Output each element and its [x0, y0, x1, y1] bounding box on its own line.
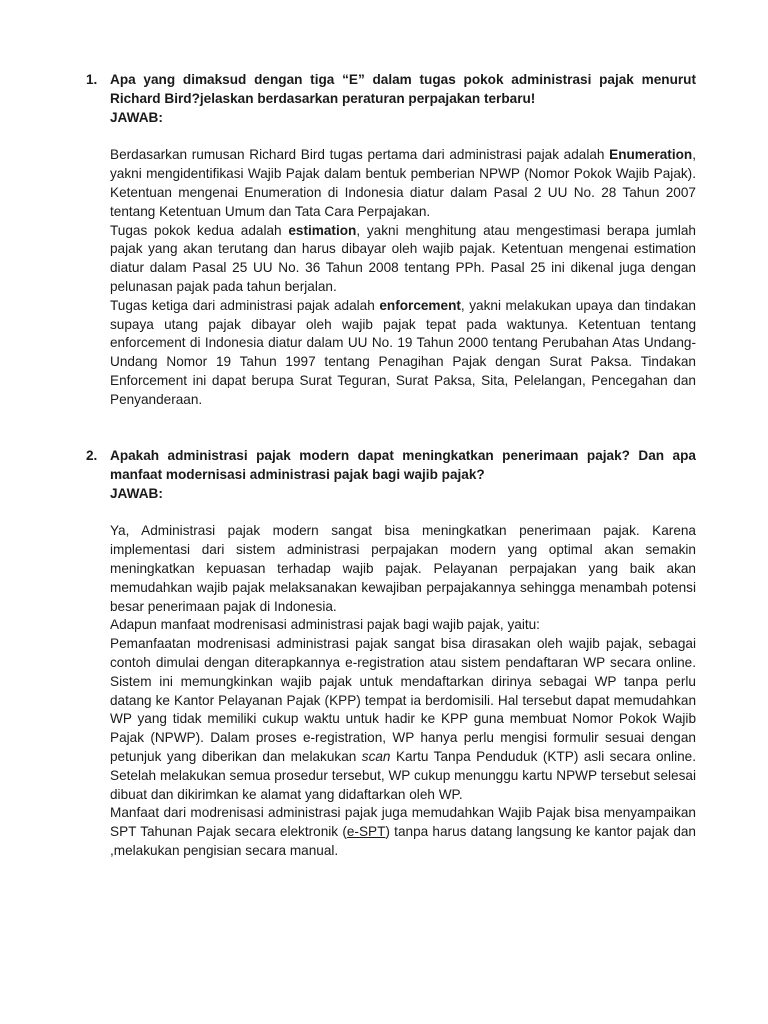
question-2-number: 2. — [86, 448, 98, 463]
question-1-answer-label: JAWAB: — [110, 109, 163, 125]
text-run: Kartu Tanpa Penduduk (KTP) asli secara online. Setelah melakukan semua prosedur tersebut, WP cukup menunggu kartu NPWP tersebut selesai dibuat dan dikirimkan ke alamat yang didaftarkan oleh WP. — [110, 748, 696, 802]
text-run: , yakni melakukan upaya dan tindakan supaya utang pajak dibayar oleh wajib pajak tepat pada waktunya. Ketentuan tentang enforcement di Indonesia diatur dalam UU No. 19 Tahun 2000 tentang Perubahan Atas Undang-Undang Nomor 19 Tahun 1997 tentang Penagihan Pajak dengan Surat Paksa. Tindakan Enforcement ini dapat berupa Surat Teguran, Surat Paksa, Sita, Pelelangan, Pencegahan dan Penyanderaan. — [110, 297, 696, 407]
question-2-answer-label: JAWAB: — [110, 485, 163, 501]
text-run: Manfaat dari modrenisasi administrasi pajak juga memudahkan Wajib Pajak bisa menyampaikan SPT Tahunan Pajak secara elektronik ( — [110, 805, 696, 840]
italic-term-scan: scan — [361, 748, 391, 764]
answer-2 — [110, 522, 696, 860]
text-run: Pemanfaatan modrenisasi administrasi pajak sangat bisa dirasakan oleh wajib pajak, sebagai contoh dimulai dengan diterapkannya e-registration atau sistem pendaftaran WP secara online. Sistem ini memungkinkan wajib pajak untuk mendaftarkan dirinya sebagai WP tanpa perlu datang ke Kantor Pelayanan Pajak (KPP) tempat ia berdomisili. Hal tersebut dapat memudahkan WP yang tidak memiliki cukup waktu untuk hadir ke KPP guna membuat Nomor Pokok Wajib Pajak (NPWP). Dalam proses e-registration, WP hanya perlu mengisi formulir sesuai dengan petunjuk yang diberikan dan melakukan — [110, 636, 696, 764]
answer-2-paragraph-1: Ya, Administrasi pajak modern sangat bisa meningkatkan penerimaan pajak. Karena implementasi dari sistem administrasi perpajakan modern yang optimal akan semakin meningkatkan kepuasan terhadap wajib pajak. Pelayanan perpajakan yang baik akan memudahkan wajib pajak melaksanakan kewajiban perpajakannya sehingga menambah potensi besar penerimaan pajak di Indonesia. — [110, 523, 696, 614]
question-1-text: Apa yang dimaksud dengan tiga “E” dalam tugas pokok administrasi pajak menurut Richard Bird?jelaskan berdasarkan peraturan perpajakan terbaru! — [110, 72, 696, 106]
text-run: Berdasarkan rumusan Richard Bird tugas pertama dari administrasi pajak adalah — [110, 147, 610, 163]
bold-term-estimation: estimation — [288, 222, 357, 238]
text-run: Tugas ketiga dari administrasi pajak adalah — [110, 297, 380, 313]
answer-2-paragraph-2: Adapun manfaat modrenisasi administrasi pajak bagi wajib pajak, yaitu: — [110, 617, 540, 633]
e-spt-link[interactable]: e-SPT — [346, 824, 386, 840]
answer-1 — [110, 146, 696, 409]
question-1 — [88, 71, 696, 410]
text-run: , yakni menghitung atau mengestimasi berapa jumlah pajak yang akan terutang dan harus dibayar oleh wajib pajak. Ketentuan mengenai estimation diatur dalam Pasal 25 UU No. 36 Tahun 2008 tentang PPh. Pasal 25 ini dikenal juga dengan pelunasan pajak pada tahun berjalan. — [110, 222, 696, 294]
answer-1-paragraph-1 — [110, 146, 696, 221]
question-2 — [88, 447, 696, 861]
text-run: Tugas pokok kedua adalah — [110, 222, 289, 238]
question-1-heading — [88, 71, 696, 127]
bold-term-enumeration: Enumeration — [609, 147, 693, 163]
question-2-heading — [88, 447, 696, 503]
answer-2-paragraph-4 — [110, 804, 696, 860]
text-run: ) tanpa harus datang langsung ke kantor pajak dan ,melakukan pengisian secara manual. — [110, 824, 696, 858]
answer-2-paragraph-3 — [110, 635, 696, 804]
question-1-number: 1. — [86, 72, 98, 87]
question-2-text: Apakah administrasi pajak modern dapat meningkatkan penerimaan pajak? Dan apa manfaat modernisasi administrasi pajak bagi wajib pajak? — [110, 448, 696, 482]
bold-term-enforcement: enforcement — [379, 297, 461, 313]
answer-1-paragraph-3 — [110, 297, 696, 410]
answer-1-paragraph-2 — [110, 222, 696, 297]
text-run: , yakni mengidentifikasi Wajib Pajak dalam bentuk pemberian NPWP (Nomor Pokok Wajib Pajak). Ketentuan mengenai Enumeration di Indonesia diatur dalam Pasal 2 UU No. 28 Tahun 2007 tentang Ketentuan Umum dan Tata Cara Perpajakan. — [110, 147, 696, 219]
